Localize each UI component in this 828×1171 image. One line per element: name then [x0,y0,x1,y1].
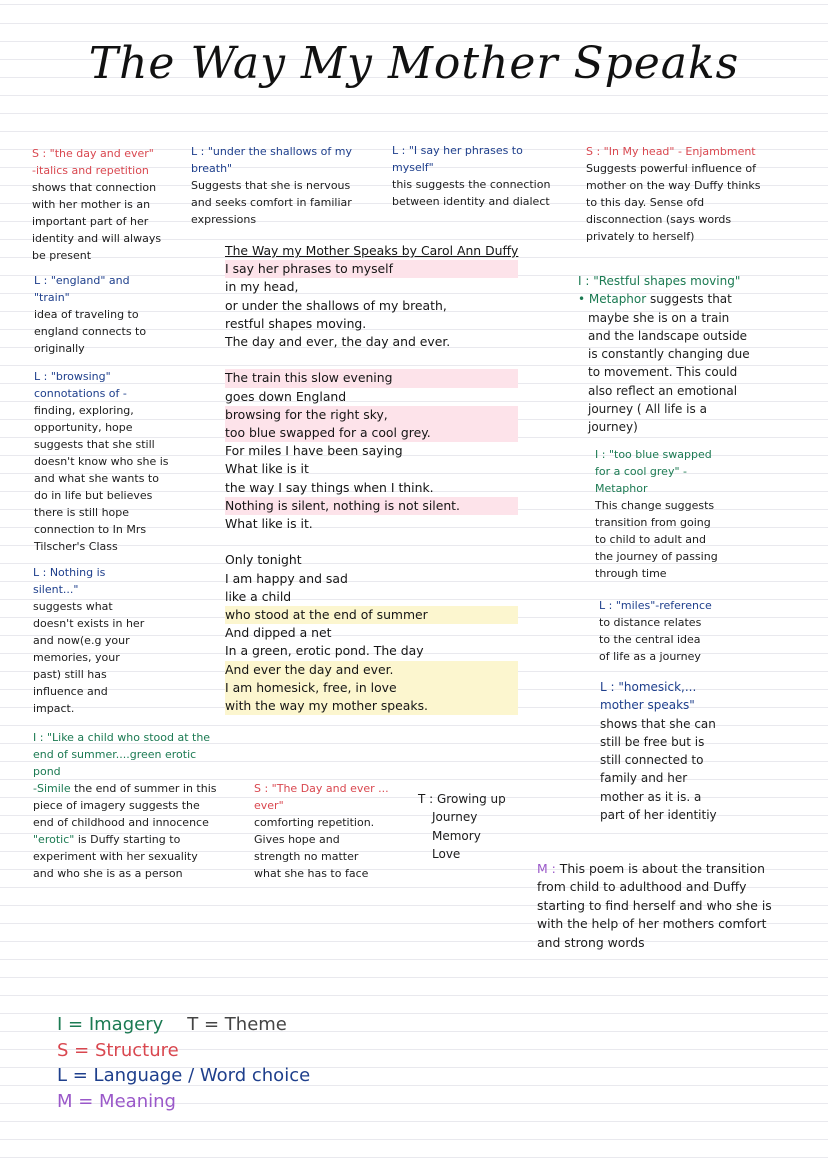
note-text: to the central idea [599,633,701,646]
poem [225,242,518,715]
note-head: Metaphor [595,482,648,495]
note-themes [418,790,506,863]
note-text: idea of traveling to [34,308,139,321]
poem-line: What like is it. [225,516,313,532]
poem-line: the way I say things when I think. [225,479,434,495]
note-text: and strong words [537,934,645,950]
theme-label: T : Growing up [418,792,506,806]
poem-line: with the way my mother speaks. [225,697,518,715]
note-text: Suggests that she is nervous [191,179,351,192]
theme-item: Journey [432,810,478,825]
note-language-england [34,272,146,357]
poem-line: browsing for the right sky, [225,406,518,424]
note-head: L : "under the shallows of my [191,145,352,158]
note-language-shallows [191,143,352,228]
poem-line: For miles I have been saying [225,443,403,459]
note-text: maybe she is on a train [588,310,730,325]
note-text: connection to In Mrs [34,523,147,536]
note-text: shows that connection [32,181,157,194]
note-text: doesn't know who she is [34,455,169,468]
poem-line: or under the shallows of my breath, [225,297,447,313]
note-text: is constantly changing due [588,347,750,362]
note-text: the journey of passing [595,550,718,563]
note-head: mother speaks" [600,698,695,713]
note-text: also reflect an emotional [588,383,738,398]
meaning-label: M : [537,861,556,876]
note-language-browsing [34,368,169,555]
note-head: S : "In My head" - Enjambment [586,145,756,158]
poem-line: I am homesick, free, in love [225,679,518,697]
note-text: through time [595,567,667,580]
poem-line: in my head, [225,279,299,295]
note-head: I : "Like a child who stood at the [33,731,211,744]
note-head: ever" [254,799,284,812]
note-text: is Duffy starting to [74,833,181,846]
note-text: from child to adulthood and Duffy [537,879,747,895]
note-text: journey) [588,420,638,435]
note-text: Suggests powerful influence of [586,162,756,175]
note-text: family and her [600,771,688,786]
note-head: L : "england" and [34,274,130,287]
note-text: mother as it is. a [600,789,702,804]
note-text: the end of summer in this [70,782,217,795]
poem-line: And dipped a net [225,625,332,641]
note-text: do in life but believes [34,489,153,502]
note-text: identity and will always [32,232,162,245]
note-head: L : "miles"-reference [599,599,712,612]
note-text: shows that she can [600,716,716,731]
note-meaning [537,860,772,952]
note-structure-day-ever-2 [254,780,389,882]
note-head: breath" [191,162,233,175]
note-head: silent..." [33,583,79,596]
note-imagery-restful [578,272,750,437]
key-imagery: I = Imagery [57,1014,164,1035]
note-text: finding, exploring, [34,404,134,417]
legend-key [57,1012,310,1114]
note-text: mother on the way Duffy thinks [586,179,761,192]
poem-line: In a green, erotic pond. The day [225,643,424,659]
poem-line: The day and ever, the day and ever. [225,334,451,350]
note-text: still connected to [600,753,704,768]
poem-line: Nothing is silent, nothing is not silent. [225,497,518,515]
note-text: privately to herself) [586,230,695,243]
note-head: I : "Restful shapes moving" [578,274,741,288]
key-meaning: M = Meaning [57,1090,176,1112]
note-text: piece of imagery suggests the [33,799,200,812]
note-text: to child to adult and [595,533,706,546]
note-structure-my-head [586,143,760,245]
note-text: with her mother is an [32,198,151,211]
note-text: to distance relates [599,616,702,629]
poem-line: like a child [225,588,292,604]
note-imagery-too-blue [595,446,718,582]
note-head: S : "the day and ever" [32,147,154,160]
note-head: L : "homesick,... [600,680,697,694]
note-text: This poem is about the transition [555,861,765,876]
note-text: influence and [33,685,108,698]
note-text: between identity and dialect [392,195,550,208]
poem-line: What like is it [225,461,309,477]
note-text: and the landscape outside [588,328,748,343]
note-text: with the help of her mothers comfort [537,916,767,932]
note-head: "train" [34,291,70,304]
note-structure-day-ever [32,145,161,264]
note-head: S : "The Day and ever ... [254,782,389,795]
note-text: of life as a journey [599,650,701,663]
note-text: Gives hope and [254,833,340,846]
poem-line: I say her phrases to myself [225,260,518,278]
note-text: impact. [33,702,75,715]
theme-item: Love [432,846,461,861]
note-text: and seeks comfort in familiar [191,196,352,209]
note-text: starting to find herself and who she is [537,897,772,913]
note-text: suggests that [646,292,732,307]
note-text: transition from going [595,516,711,529]
note-text: experiment with her sexuality [33,850,198,863]
note-head: -italics and repetition [32,164,149,177]
page-title: The Way My Mother Speaks [88,38,740,89]
note-text: comforting repetition. [254,816,375,829]
theme-item: Memory [432,828,481,843]
note-text: part of her identitiy [600,808,717,823]
note-text: england connects to [34,325,147,338]
note-head: L : Nothing is [33,566,106,579]
note-text: suggests what [33,600,113,613]
note-text: Tilscher's Class [34,540,118,553]
note-text: be present [32,249,92,262]
note-text: journey ( All life is a [588,402,707,417]
poem-line: I am happy and sad [225,570,348,586]
note-text: doesn't exists in her [33,617,145,630]
note-language-nothing-silent [33,564,144,717]
poem-line: restful shapes moving. [225,315,367,331]
note-head: end of summer....green erotic [33,748,197,761]
note-bullet: • Metaphor [578,292,647,307]
poem-line: The train this slow evening [225,369,518,387]
key-language: L = Language / Word choice [57,1065,311,1086]
note-language-homesick [600,678,717,824]
note-language-miles [599,597,712,665]
note-text: this suggests the connection [392,178,551,191]
poem-heading: The Way my Mother Speaks by Carol Ann Duffy [225,243,519,258]
note-text: disconnection (says words [586,213,732,226]
note-head: connotations of - [34,387,127,400]
note-head: -Simile [33,782,71,795]
key-structure: S = Structure [57,1039,179,1061]
note-language-phrases [392,142,550,210]
note-head: pond [33,765,61,778]
poem-line: too blue swapped for a cool grey. [225,424,518,442]
poem-line: And ever the day and ever. [225,661,518,679]
note-text: and who she is as a person [33,867,183,880]
note-text: expressions [191,213,257,226]
note-head: I : "too blue swapped [595,448,712,461]
note-text: and now(e.g your [33,634,130,647]
poem-line: who stood at the end of summer [225,606,518,624]
note-head: myself" [392,161,434,174]
note-text: end of childhood and innocence [33,816,209,829]
note-text: there is still hope [34,506,130,519]
note-text: opportunity, hope [34,421,133,434]
note-text: past) still has [33,668,107,681]
key-theme: T = Theme [187,1014,287,1035]
note-text: suggests that she still [34,438,155,451]
note-text: still be free but is [600,734,705,749]
note-text: to this day. Sense ofd [586,196,705,209]
note-text: This change suggests [595,499,715,512]
note-head: L : "browsing" [34,370,111,383]
poem-line: Only tonight [225,552,302,568]
note-text: what she has to face [254,867,369,880]
note-head: for a cool grey" - [595,465,687,478]
note-text: strength no matter [254,850,359,863]
note-keyword: "erotic" [33,833,75,846]
note-text: originally [34,342,85,355]
note-text: important part of her [32,215,149,228]
poem-line: goes down England [225,388,347,404]
note-head: L : "I say her phrases to [392,144,523,157]
note-text: and what she wants to [34,472,159,485]
note-text: to movement. This could [588,365,738,380]
note-text: memories, your [33,651,120,664]
note-imagery-child [33,729,217,882]
